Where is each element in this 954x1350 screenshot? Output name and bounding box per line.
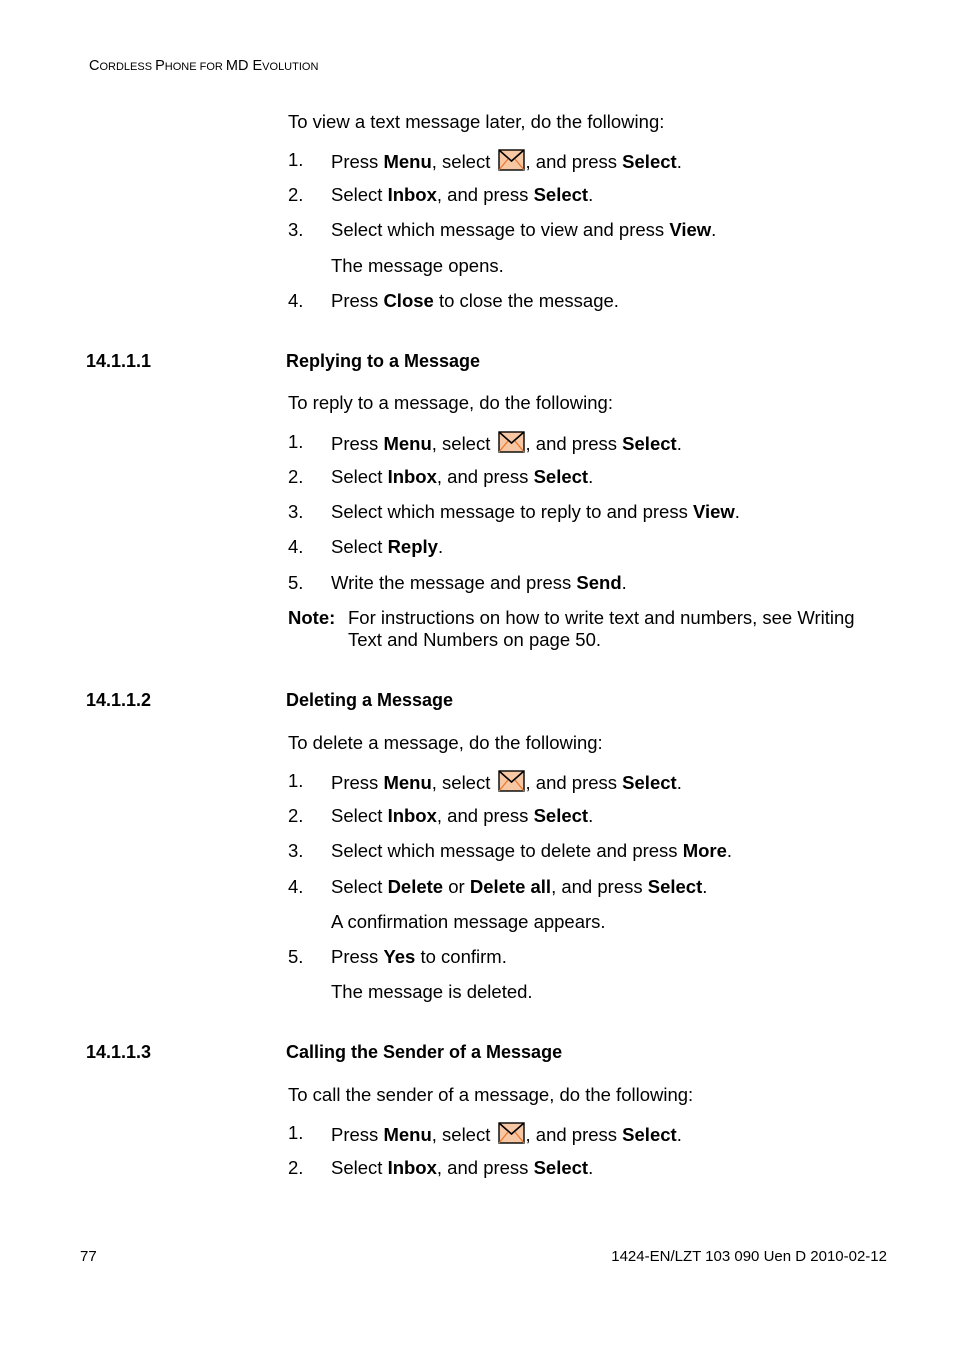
step-result-text	[331, 911, 606, 933]
step-text-part: , select	[431, 433, 496, 454]
step-text-part: , and press	[525, 151, 623, 172]
ui-term: Delete	[387, 876, 444, 897]
section-number: 14.1.1.2	[86, 690, 152, 710]
ui-term: Menu	[383, 433, 432, 454]
step-text-part: , and press	[525, 433, 623, 454]
ui-term: Inbox	[387, 1157, 437, 1178]
header-text-part: VOLUTION	[262, 61, 319, 73]
ui-term: More	[682, 840, 727, 861]
ui-term: Close	[383, 290, 434, 311]
step-text-part: Press	[331, 151, 384, 172]
step-result-text	[331, 981, 533, 1003]
step-text-part: Press	[331, 1124, 384, 1145]
ui-term: Delete all	[469, 876, 552, 897]
section-number: 14.1.1.1	[86, 351, 152, 371]
step-text-part: , select	[431, 151, 496, 172]
step-number: 5.	[288, 572, 304, 593]
step-result-text	[331, 255, 504, 277]
section-title-deleting: Deleting a Message	[286, 690, 454, 710]
ui-term: Reply	[387, 536, 438, 557]
step-number: 3.	[288, 219, 304, 240]
step-text	[331, 431, 682, 455]
step-number: 3.	[288, 840, 304, 861]
section-intro: To delete a message, do the following:	[288, 732, 603, 753]
step-text-part: Select which message to delete and press	[331, 840, 683, 861]
header-text-part: C	[89, 58, 100, 74]
envelope-icon	[498, 431, 525, 453]
ui-term: Send	[576, 572, 622, 593]
section-number: 14.1.1.3	[86, 1042, 152, 1062]
step-text	[331, 1157, 593, 1179]
step-text-part: Select	[331, 876, 388, 897]
step-text-part: .	[676, 1124, 682, 1145]
step-text-part: Press	[331, 772, 384, 793]
step-number: 2.	[288, 805, 304, 826]
view-intro: To view a text message later, do the following:	[288, 111, 665, 132]
step-text	[331, 805, 593, 827]
header-text-part: MD E	[225, 58, 263, 74]
ui-term: Inbox	[387, 184, 437, 205]
step-number: 4.	[288, 536, 304, 557]
step-text-part: .	[676, 151, 682, 172]
step-text-part: Select	[331, 1157, 388, 1178]
step-text-part: , select	[431, 1124, 496, 1145]
step-text-part: .	[676, 772, 682, 793]
step-number: 2.	[288, 466, 304, 487]
ui-term: Select	[622, 1124, 677, 1145]
section-title-calling: Calling the Sender of a Message	[286, 1042, 563, 1062]
step-text-part: Select which message to view and press	[331, 219, 670, 240]
step-text-part: .	[621, 572, 627, 593]
step-number: 5.	[288, 946, 304, 967]
step-text-part: Select	[331, 805, 388, 826]
ui-term: Select	[622, 772, 677, 793]
step-text-part: Select	[331, 536, 388, 557]
step-text-part: to confirm.	[415, 946, 507, 967]
step-text	[331, 290, 619, 312]
ui-term: Select	[533, 1157, 589, 1178]
envelope-icon	[498, 149, 525, 171]
note-text: For instructions on how to write text and numbers, see Writing Text and Numbers on page 50.	[348, 607, 855, 650]
step-text-part: Write the message and press	[331, 572, 577, 593]
step-text-part: , and press	[525, 1124, 623, 1145]
step-text-part: .	[588, 805, 594, 826]
step-text	[331, 572, 627, 594]
ui-term: View	[669, 219, 712, 240]
step-number: 1.	[288, 431, 304, 452]
step-text	[331, 536, 443, 558]
page-number: 77	[80, 1248, 97, 1265]
step-text	[331, 770, 682, 794]
ui-term: View	[692, 501, 735, 522]
step-number: 1.	[288, 770, 304, 791]
step-text-part: to close the message.	[433, 290, 619, 311]
step-text-part: Press	[331, 433, 384, 454]
step-text	[331, 466, 593, 488]
step-text-part: Select	[331, 466, 388, 487]
step-text-part: Press	[331, 946, 384, 967]
step-text-part: , select	[431, 772, 496, 793]
document-id: 1424-EN/LZT 103 090 Uen D 2010-02-12	[611, 1248, 887, 1265]
step-number: 4.	[288, 876, 304, 897]
step-text	[331, 184, 593, 206]
step-text-part: Select	[331, 184, 388, 205]
step-text	[331, 876, 707, 898]
step-text-part: .	[588, 184, 594, 205]
step-text-part: A confirmation message appears.	[331, 911, 606, 932]
step-text-part: , and press	[525, 772, 623, 793]
ui-term: Select	[533, 805, 589, 826]
step-text	[331, 219, 716, 241]
section-intro: To reply to a message, do the following:	[288, 392, 613, 413]
step-text-part: , and press	[436, 805, 534, 826]
ui-term: Inbox	[387, 466, 437, 487]
step-number: 2.	[288, 184, 304, 205]
step-text-part: .	[726, 840, 733, 861]
step-text-part: The message is deleted.	[331, 981, 533, 1002]
step-text-part: , and press	[436, 184, 534, 205]
ui-term: Select	[622, 433, 677, 454]
note-label: Note:	[288, 607, 336, 628]
step-number: 1.	[288, 149, 304, 170]
step-number: 1.	[288, 1122, 304, 1143]
header-text-part: P	[155, 58, 165, 74]
step-text-part: , and press	[436, 466, 534, 487]
step-text	[331, 840, 732, 862]
header-text-part: ORDLESS	[99, 61, 156, 73]
ui-term: Menu	[383, 151, 432, 172]
step-text-part: .	[588, 466, 594, 487]
step-text	[331, 946, 507, 968]
envelope-icon	[498, 770, 525, 792]
running-header	[89, 58, 318, 74]
step-text-part: , and press	[551, 876, 648, 897]
step-text-part: or	[443, 876, 470, 897]
ui-term: Menu	[383, 1124, 432, 1145]
envelope-icon	[498, 1122, 525, 1144]
ui-term: Select	[533, 466, 589, 487]
step-text-part: .	[711, 219, 717, 240]
step-text-part: .	[702, 876, 708, 897]
step-text	[331, 501, 740, 523]
section-intro: To call the sender of a message, do the following:	[288, 1084, 694, 1105]
step-number: 4.	[288, 290, 304, 311]
ui-term: Select	[622, 151, 677, 172]
step-text-part: Select which message to reply to and press	[331, 501, 693, 522]
step-text	[331, 1122, 682, 1146]
step-text-part: .	[437, 536, 444, 557]
step-text-part: The message opens.	[331, 255, 504, 276]
ui-term: Yes	[383, 946, 416, 967]
header-text-part: HONE FOR	[164, 61, 226, 73]
ui-term: Inbox	[387, 805, 437, 826]
ui-term: Menu	[383, 772, 432, 793]
step-number: 3.	[288, 501, 304, 522]
step-text-part: Press	[331, 290, 384, 311]
ui-term: Select	[533, 184, 589, 205]
step-text-part: .	[734, 501, 740, 522]
step-text-part: .	[676, 433, 682, 454]
step-text	[331, 149, 682, 173]
step-text-part: , and press	[436, 1157, 534, 1178]
section-title-replying: Replying to a Message	[286, 351, 481, 371]
step-text-part: .	[588, 1157, 594, 1178]
ui-term: Select	[647, 876, 703, 897]
step-number: 2.	[288, 1157, 304, 1178]
